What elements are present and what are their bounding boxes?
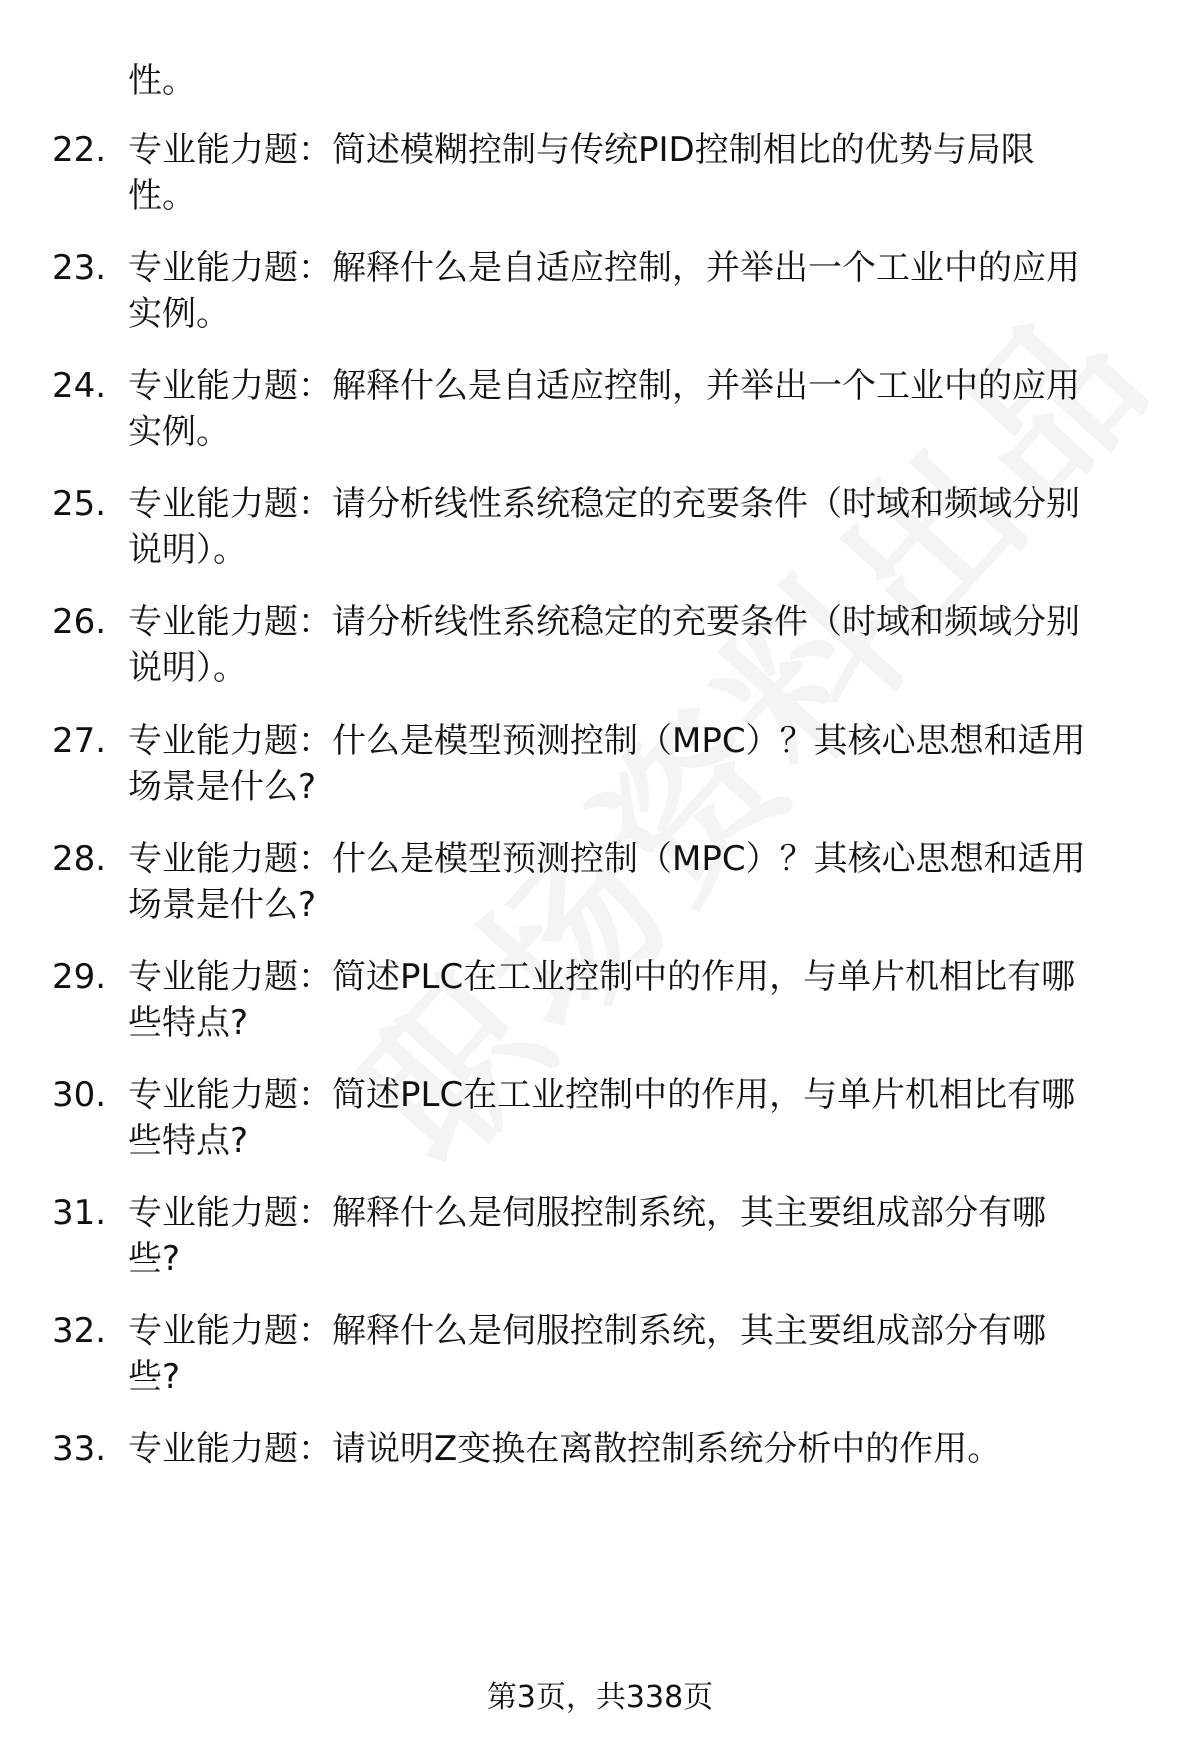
- question-text-line: 专业能力题：什么是模型预测控制（MPC）？其核心思想和适用: [128, 721, 1086, 761]
- question-text: [128, 481, 1158, 573]
- question-text-line: 专业能力题：解释什么是伺服控制系统，其主要组成部分有哪: [128, 1311, 1046, 1351]
- continuation-text: 性。: [128, 61, 196, 101]
- question-text: [128, 127, 1158, 219]
- question-text-line: 性。: [128, 176, 196, 216]
- question-number: 26.: [52, 602, 107, 642]
- question-text: [128, 245, 1158, 337]
- question-number: 27.: [52, 721, 107, 761]
- question-number: 23.: [52, 248, 107, 288]
- question-text-line: 说明）。: [128, 648, 247, 688]
- question-text-line: 专业能力题：简述PLC在工业控制中的作用，与单片机相比有哪: [128, 957, 1076, 997]
- question-item: [0, 363, 1200, 463]
- question-text: [128, 599, 1158, 691]
- question-number: 30.: [52, 1075, 107, 1115]
- question-text: [128, 363, 1158, 455]
- question-number: 25.: [52, 484, 107, 524]
- question-item: [0, 1072, 1200, 1172]
- question-text-line: 些?: [128, 1239, 181, 1279]
- question-number: 32.: [52, 1311, 107, 1351]
- question-text-line: 专业能力题：简述模糊控制与传统PID控制相比的优势与局限: [128, 130, 1035, 170]
- question-number: 33.: [52, 1429, 107, 1469]
- question-text: [128, 1426, 1158, 1472]
- question-text-line: 专业能力题：解释什么是自适应控制，并举出一个工业中的应用: [128, 248, 1080, 288]
- question-text: [128, 1190, 1158, 1282]
- page-footer: 第3页，共338页: [486, 1680, 714, 1715]
- question-text-line: 些?: [128, 1357, 181, 1397]
- question-text-line: 些特点?: [128, 1003, 249, 1043]
- question-text: [128, 718, 1158, 810]
- question-text-line: 实例。: [128, 412, 230, 452]
- question-text-line: 专业能力题：什么是模型预测控制（MPC）？其核心思想和适用: [128, 839, 1086, 879]
- question-item: [0, 481, 1200, 581]
- question-number: 31.: [52, 1193, 107, 1233]
- question-text: [128, 1308, 1158, 1400]
- question-text-line: 专业能力题：简述PLC在工业控制中的作用，与单片机相比有哪: [128, 1075, 1076, 1115]
- question-text: [128, 954, 1158, 1046]
- question-item: [0, 1308, 1200, 1408]
- question-item: [0, 718, 1200, 818]
- question-number: 24.: [52, 366, 107, 406]
- question-number: 29.: [52, 957, 107, 997]
- question-text-line: 说明）。: [128, 530, 247, 570]
- question-text-line: 专业能力题：解释什么是自适应控制，并举出一个工业中的应用: [128, 366, 1080, 406]
- question-number: 28.: [52, 839, 107, 879]
- question-text-line: 专业能力题：请分析线性系统稳定的充要条件（时域和频域分别: [128, 484, 1080, 524]
- question-item: [0, 836, 1200, 936]
- question-text-line: 专业能力题：请分析线性系统稳定的充要条件（时域和频域分别: [128, 602, 1080, 642]
- question-text-line: 实例。: [128, 294, 230, 334]
- question-text-line: 场景是什么?: [128, 767, 317, 807]
- question-text: [128, 836, 1158, 928]
- question-number: 22.: [52, 130, 107, 170]
- question-item: [0, 599, 1200, 699]
- question-item: [0, 954, 1200, 1054]
- question-item: [0, 127, 1200, 227]
- question-item: [0, 1190, 1200, 1290]
- question-text-line: 些特点?: [128, 1121, 249, 1161]
- question-text-line: 专业能力题：解释什么是伺服控制系统，其主要组成部分有哪: [128, 1193, 1046, 1233]
- question-item: [0, 245, 1200, 345]
- question-text-line: 场景是什么?: [128, 885, 317, 925]
- question-text-line: 专业能力题：请说明Z变换在离散控制系统分析中的作用。: [128, 1429, 1002, 1469]
- question-item: [0, 1426, 1200, 1526]
- question-text: [128, 1072, 1158, 1164]
